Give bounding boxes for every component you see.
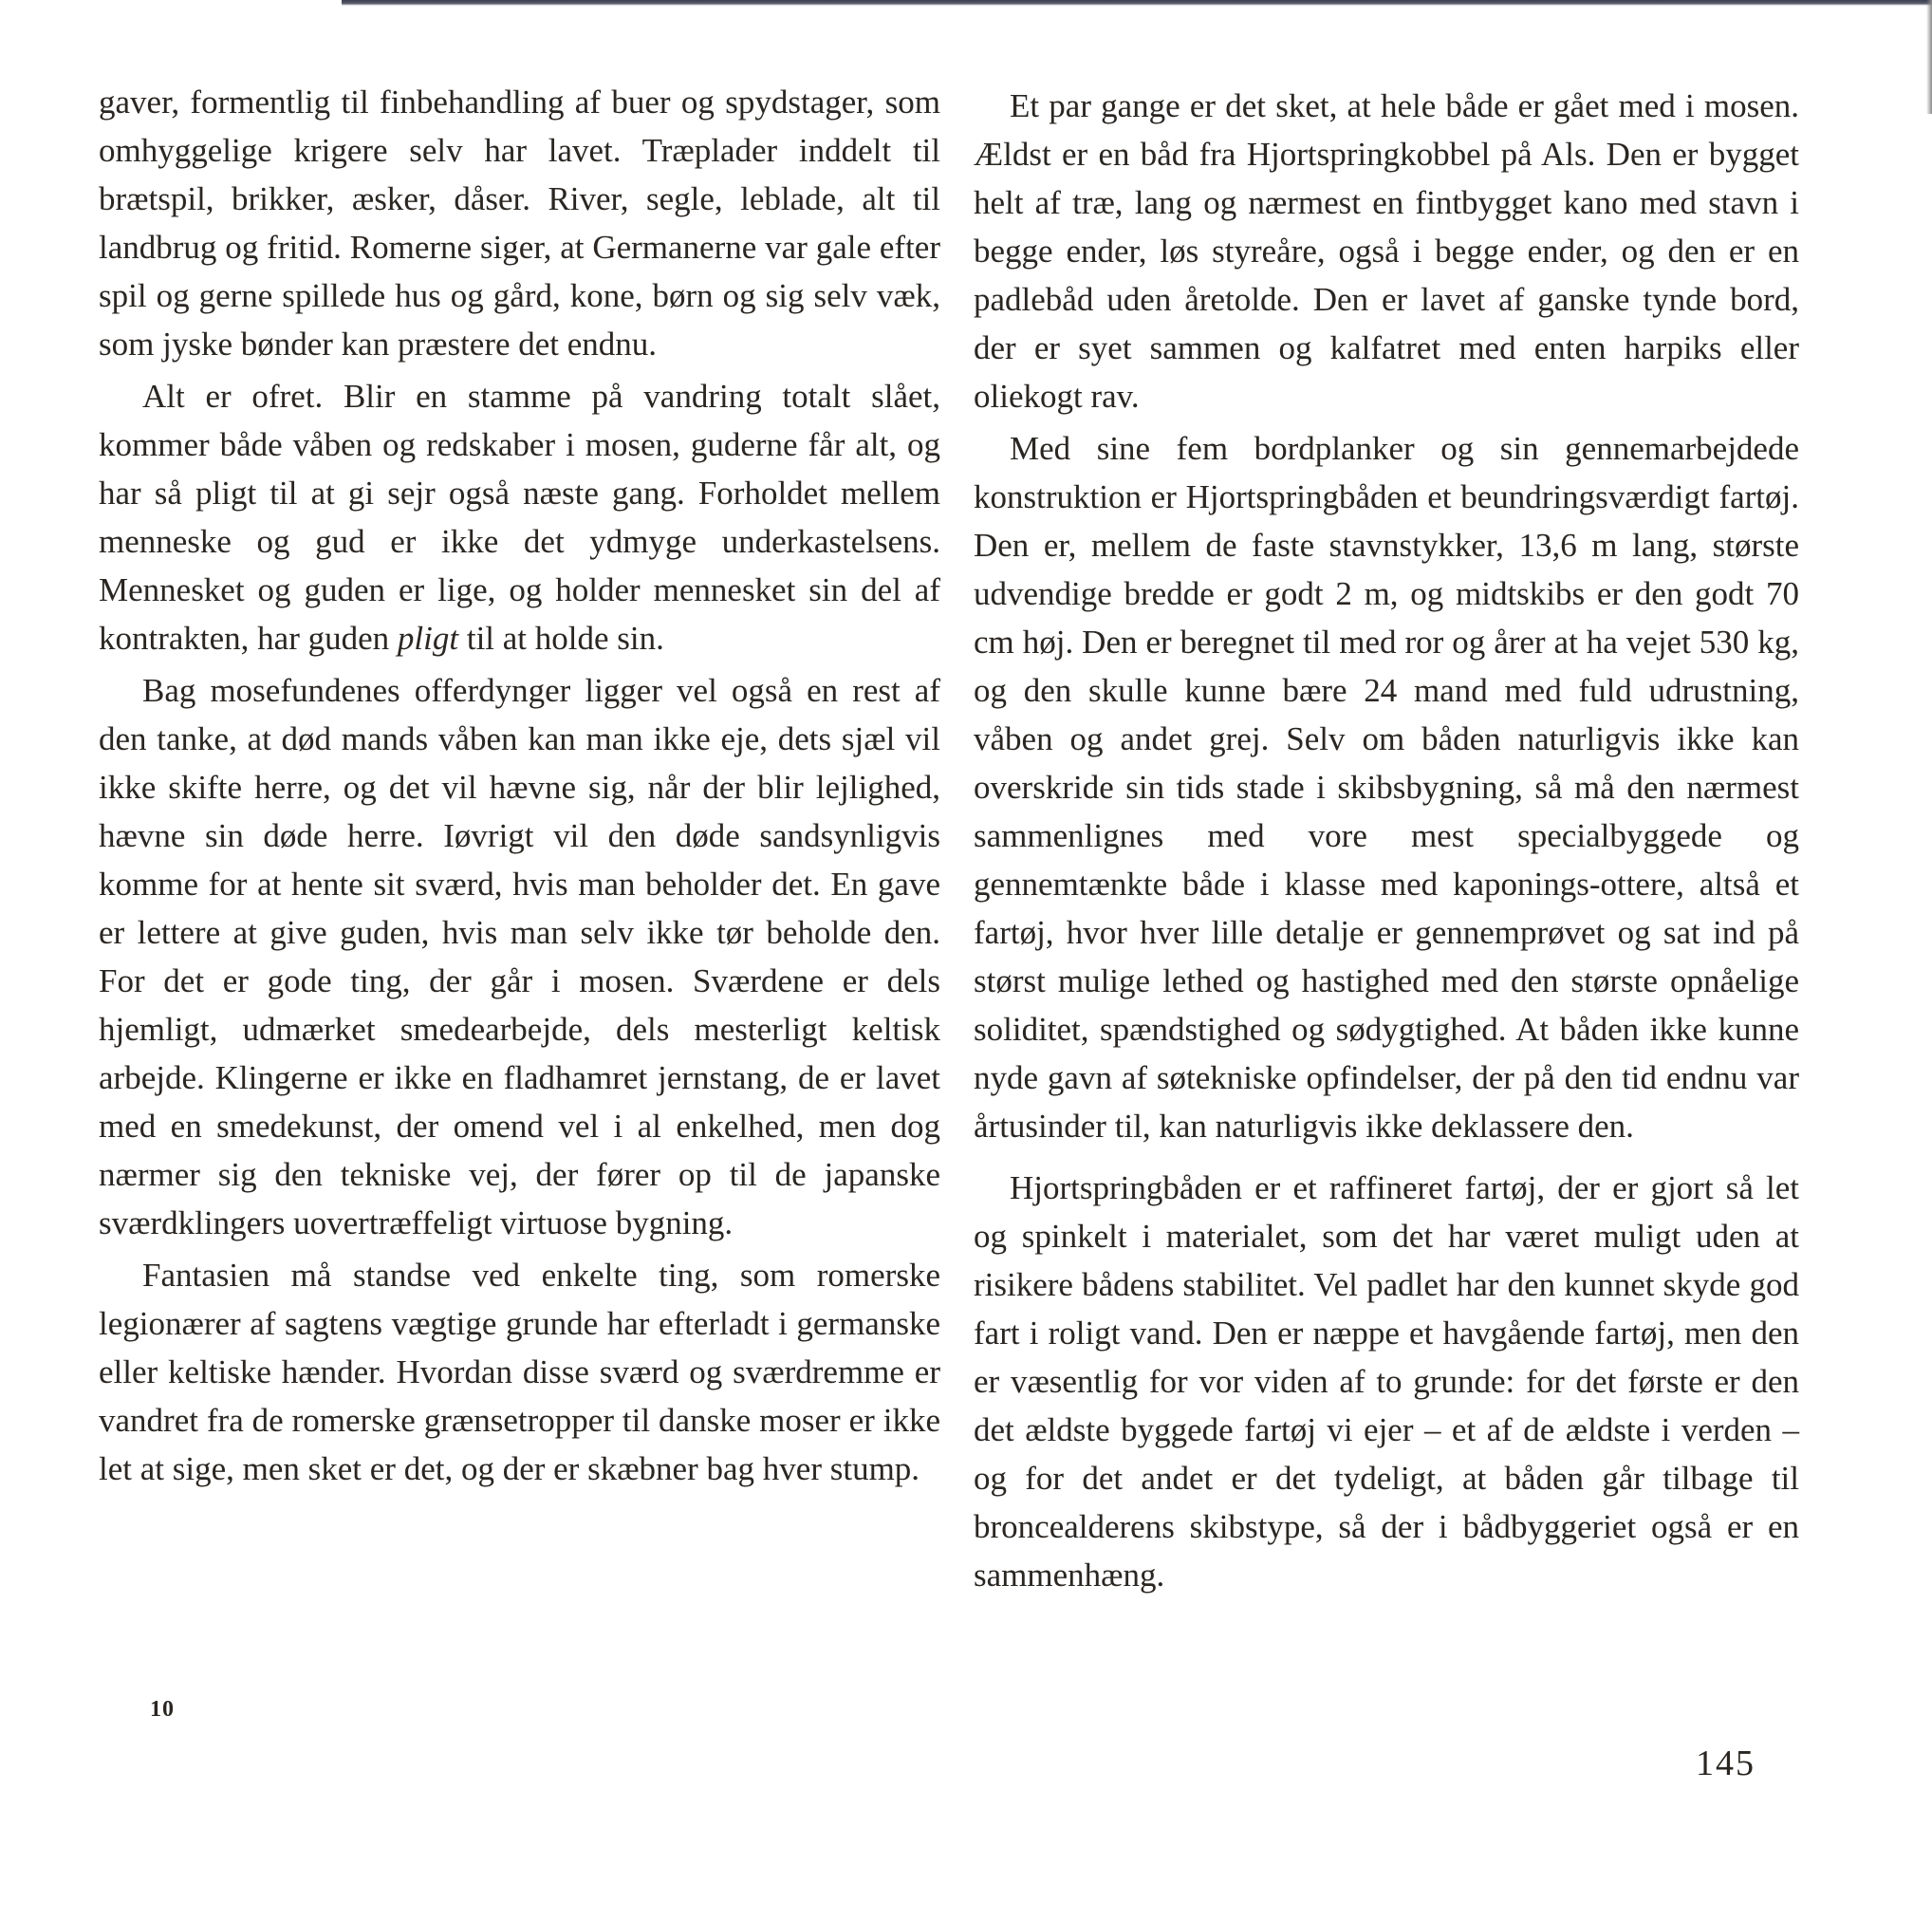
paragraph-right-3: Hjortspringbåden er et raffineret fartøj, der er gjort så let og spinkelt i materialet, som det har været muligt uden at risikere bådens stabilitet. Vel padlet har den kunnet skyde god fart i roligt vand. Den er næppe et havgående fartøj, men den er væsentlig for vor viden af to grunde: for det første er den det ældste byggede fartøj vi ejer – et af de ældste i verden – og for det andet er det tydeligt, at båden går tilbage til broncealderens skibstype, så der i bådbyggeriet også er en sammenhæng. <box>974 1169 1799 1594</box>
paragraph-left-4: Fantasien må standse ved enkelte ting, som romerske legionærer af sagtens vægtige grunde har efterladt i germanske eller keltiske hænder. Hvordan disse sværd og sværdremme er vandret fra de romerske grænsetropper til danske moser er ikke let at sige, men sket er det, og der er skæbner bag hver stump. <box>99 1257 940 1487</box>
paragraph-left-3: Bag mosefundenes offerdynger ligger vel også en rest af den tanke, at død mands våben kan man ikke eje, dets sjæl vil ikke skifte herre, og det vil hævne sig, når der blir lejlighed, hævne sin døde herre. Iøvrigt vil den døde sandsynligvis komme for at hente sit sværd, hvis man beholder det. En gave er lettere at give guden, hvis man selv ikke tør beholde den. For det er gode ting, der går i mosen. Sværdene er dels hjemligt, udmærket smedearbejde, dels mesterligt keltisk arbejde. Klingerne er ikke en fladhamret jernstang, de er lavet med en smedekunst, der omend vel i al enkelhed, men dog nærmer sig den tekniske vej, der fører op til de japanske sværdklingers uovertræffeligt virtuose bygning. <box>99 672 940 1241</box>
page-number-left: 10 <box>150 1697 175 1722</box>
left-page-column <box>99 78 940 1493</box>
paragraph-right-2: Med sine fem bordplanker og sin gennemarbejdede konstruktion er Hjortspringbåden et beundringsværdigt fartøj. Den er, mellem de faste stavnstykker, 13,6 m lang, største udvendige bredde er godt 2 m, og midtskibs er den godt 70 cm høj. Den er beregnet til med ror og årer at ha vejet 530 kg, og den skulle kunne bære 24 mand med fuld udrustning, våben og andet grej. Selv om båden naturligvis ikke kan overskride sin tids stade i skibsbygning, så må den nærmest sammenlignes med vore mest specialbyggede og gennemtænkte både i klasse med kaponings-ottere, altså et fartøj, hvor hver lille detalje er gennemprøvet og sat ind på størst mulige lethed og hastighed med den største opnåelige soliditet, spændstighed og sødygtighed. At båden ikke kunne nyde gavn af søtekniske opfindelser, der på den tid endnu var årtusinder til, kan naturligvis ikke deklassere den. <box>974 430 1799 1145</box>
page-number-right: 145 <box>1696 1744 1756 1783</box>
paragraph-left-2-text: Alt er ofret. Blir en stamme på vandring totalt slået, kommer både våben og redskaber i mosen, guderne får alt, og har så pligt til at gi sejr også næste gang. Forholdet mellem menneske og gud er ikke det ydmyge underkastelsens. Mennesket og guden er lige, og holder mennesket sin del af kontrakten, har guden <box>99 378 940 657</box>
paragraph-left-1: gaver, formentlig til finbehandling af buer og spydstager, som omhyggelige krigere selv har lavet. Træplader inddelt til brætspil, brikker, æsker, dåser. River, segle, leblade, alt til landbrug og fritid. Romerne siger, at Germanerne var gale efter spil og gerne spillede hus og gård, kone, børn og sig selv væk, som jyske bønder kan præstere det endnu. <box>99 84 940 363</box>
book-spine-edge <box>342 0 1932 6</box>
page-edge-shadow <box>1926 0 1932 114</box>
paragraph-right-1: Et par gange er det sket, at hele både er gået med i mosen. Ældst er en båd fra Hjortspringkobbel på Als. Den er bygget helt af træ, lang og nærmest en fintbygget kano med stavn i begge ender, løs styreåre, også i begge ender, og den er en padlebåd uden åretolde. Den er lavet af ganske tynde bord, der er syet sammen og kalfatret med enten harpiks eller oliekogt rav. <box>974 87 1799 415</box>
emphasis-word: pligt <box>397 620 459 657</box>
paragraph-left-2-tail: til at holde sin. <box>458 620 664 657</box>
paragraph-left-2 <box>99 372 940 662</box>
right-page-column <box>974 78 1799 1599</box>
